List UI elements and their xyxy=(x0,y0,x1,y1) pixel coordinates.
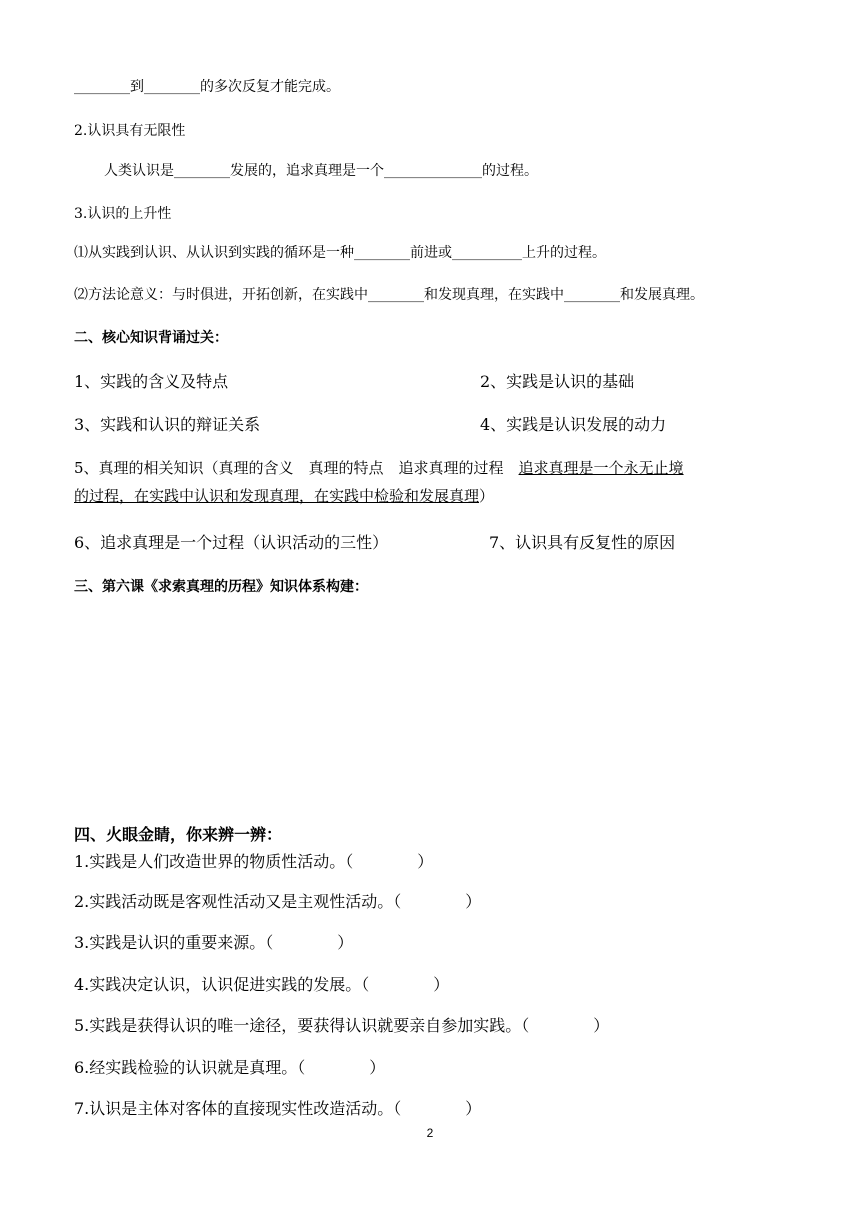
fill-blank-continuation: ________到________的多次反复才能完成。 xyxy=(74,79,340,95)
section-title-knowledge-system: 三、第六课《求索真理的历程》知识体系构建： xyxy=(74,579,368,595)
core-item-6: 6、追求真理是一个过程（认识活动的三性） xyxy=(74,533,389,552)
question-1: 1.实践是人们改造世界的物质性活动。（ ） xyxy=(74,852,434,871)
subheading-infinity: 2.认识具有无限性 xyxy=(74,123,186,139)
core-item-2: 2、实践是认识的基础 xyxy=(480,372,635,391)
core-item-5-prefix: 5、真理的相关知识（真理的含义 真理的特点 追求真理的过程 xyxy=(74,459,519,477)
core-item-5-suffix: ） xyxy=(479,487,495,505)
core-item-5-line1 xyxy=(74,457,684,478)
fill-blank-infinity: 人类认识是________发展的，追求真理是一个______________的过程。 xyxy=(104,163,538,179)
subheading-ascending: 3.认识的上升性 xyxy=(74,206,172,222)
question-4: 4.实践决定认识，认识促进实践的发展。（ ） xyxy=(74,975,450,994)
question-5: 5.实践是获得认识的唯一途径，要获得认识就要亲自参加实践。（ ） xyxy=(74,1016,610,1035)
core-item-4: 4、实践是认识发展的动力 xyxy=(480,415,667,434)
question-3: 3.实践是认识的重要来源。（ ） xyxy=(74,933,354,952)
core-item-5-line2 xyxy=(74,485,494,506)
core-item-1: 1、实践的含义及特点 xyxy=(74,372,229,391)
core-item-5-underlined-b: 的过程，在实践中认识和发现真理，在实践中检验和发展真理 xyxy=(74,487,480,505)
fill-blank-cycle: ⑴从实践到认识、从认识到实践的循环是一种________前进或__________上升的过程。 xyxy=(74,245,606,261)
core-item-5-underlined-a: 追求真理是一个永无止境 xyxy=(518,459,684,477)
section-title-core-knowledge: 二、核心知识背诵过关： xyxy=(74,330,228,346)
core-item-3: 3、实践和认识的辩证关系 xyxy=(74,415,261,434)
core-item-7: 7、认识具有反复性的原因 xyxy=(489,533,676,552)
section-title-true-false: 四、火眼金睛，你来辨一辨： xyxy=(74,825,283,844)
question-2: 2.实践活动既是客观性活动又是主观性活动。（ ） xyxy=(74,892,482,911)
question-7: 7.认识是主体对客体的直接现实性改造活动。（ ） xyxy=(74,1099,482,1118)
question-6: 6.经实践检验的认识就是真理。（ ） xyxy=(74,1058,386,1077)
page-number: 2 xyxy=(426,1126,434,1140)
fill-blank-methodology: ⑵方法论意义：与时俱进，开拓创新，在实践中________和发现真理，在实践中________和发展真理。 xyxy=(74,287,704,303)
